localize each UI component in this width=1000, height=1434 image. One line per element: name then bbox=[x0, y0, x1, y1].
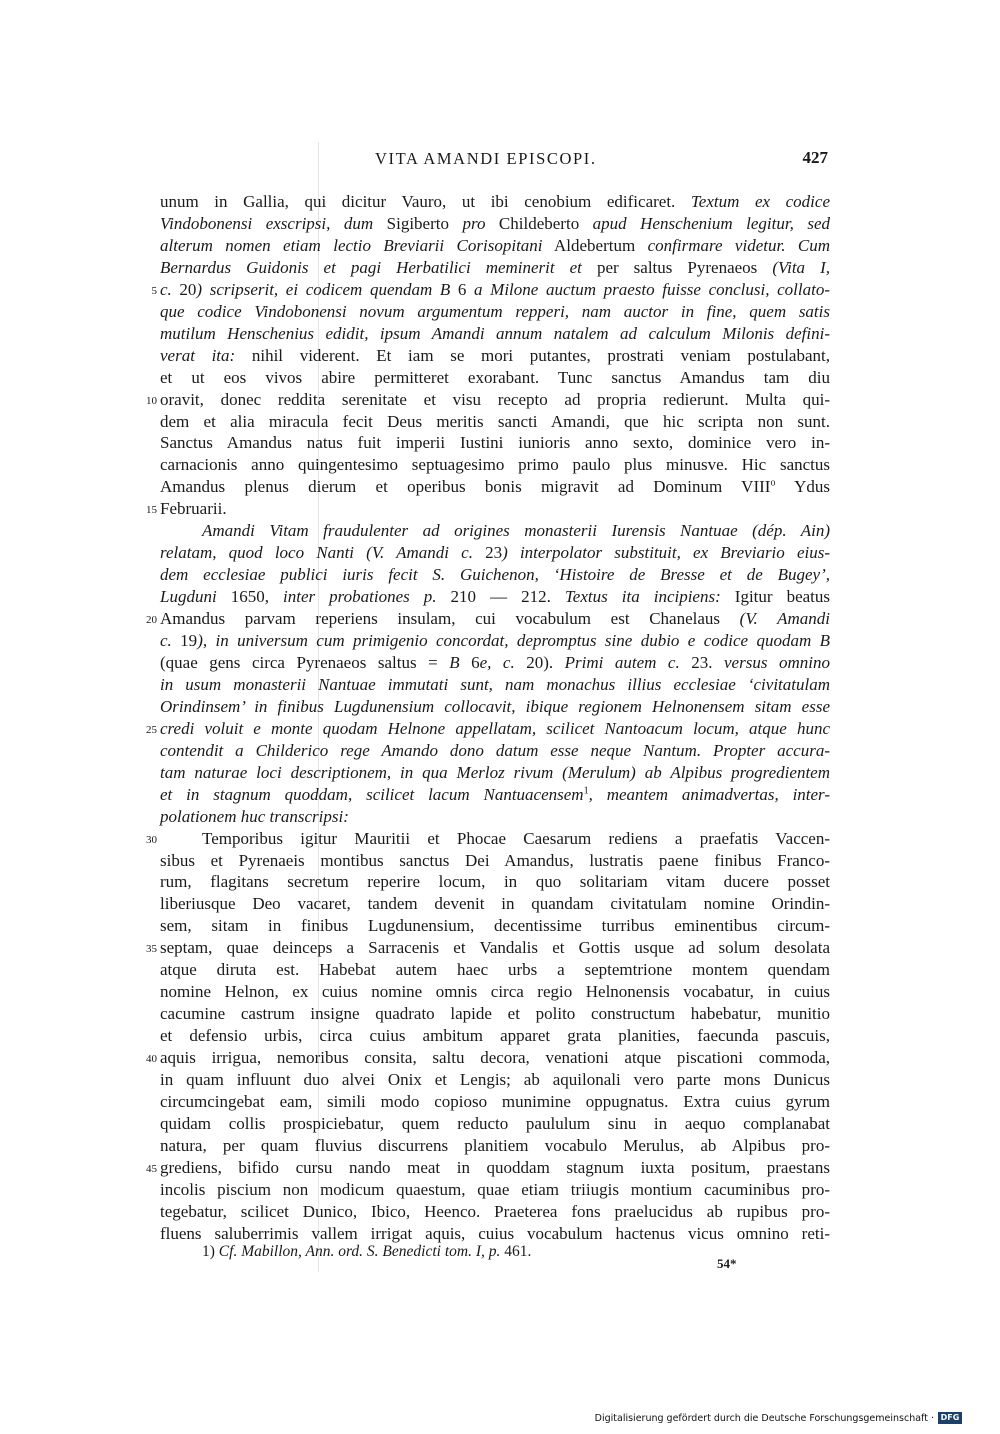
text-line: dem et alia miracula fecit Deus meritis sancti Amandi, que hic scripta non sunt. bbox=[160, 411, 830, 431]
footnote: 1) Cf. Mabillon, Ann. ord. S. Benedicti tom. I, p. 461. bbox=[202, 1243, 532, 1260]
text-line: Bernardus Guidonis et pagi Herbatilici meminerit et per saltus Pyrenaeos (Vita I, bbox=[160, 257, 830, 277]
page-number: 427 bbox=[802, 148, 828, 167]
text-line: in quam influunt duo alvei Onix et Lengis; ab aquilonali vero parte mons Dunicus bbox=[160, 1070, 830, 1089]
line-number: 25 bbox=[146, 723, 157, 736]
running-title: VITA AMANDI EPISCOPI. bbox=[375, 149, 597, 168]
text-line: Amandus plenus dierum et operibus bonis migravit ad Dominum VIII$^o$ Ydus bbox=[160, 477, 830, 497]
text-line: unum in Gallia, qui dicitur Vauro, ut ibi cenobium edificaret. Textum ex codice bbox=[160, 192, 831, 211]
text-line: c. 20) scripserit, ei codicem quendam B 6 a Milone auctum praesto fuisse conclusi, collato- bbox=[160, 279, 830, 299]
page-header bbox=[160, 149, 830, 173]
text-line: tegebatur, scilicet Dunico, Ibico, Heenco. Praeterea fons praelucidus ab rupibus pro- bbox=[160, 1201, 830, 1221]
line-number: 5 bbox=[151, 284, 157, 297]
text-line: Februarii. bbox=[160, 499, 227, 519]
text-line: verat ita: nihil viderent. Et iam se mori putantes, prostrati veniam postulabant, bbox=[160, 345, 830, 365]
text-line: Amandus parvam reperiens insulam, cui vocabulum est Chanelaus (V. Amandi bbox=[160, 609, 830, 629]
text-line: cacumine castrum insigne quadrato lapide et polito constructum habebatur, munitio bbox=[160, 1004, 830, 1024]
dfg-logo-text: DFG bbox=[940, 1413, 960, 1422]
line-number: 20 bbox=[146, 614, 157, 627]
text-line: carnacionis anno quingentesimo septuagesimo primo paulo plus minusve. Hic sanctus bbox=[160, 455, 830, 475]
text-line: Amandi Vitam fraudulenter ad origines monasterii Iurensis Nantuae (dép. Ain) bbox=[202, 521, 830, 541]
text-line: tam naturae loci descriptionem, in qua Merloz rivum (Merulum) ab Alpibus progredientem bbox=[160, 762, 830, 782]
line-number: 30 bbox=[146, 833, 157, 846]
text-line: Sanctus Amandus natus fuit imperii Iustini iunioris anno sexto, dominice vero in- bbox=[160, 433, 830, 453]
text-line: que codice Vindobonensi novum argumentum repperi, nam auctor in fine, quem satis bbox=[160, 301, 830, 321]
credit-text: Digitalisierung gefördert durch die Deutsche Forschungsgemeinschaft · bbox=[594, 1412, 934, 1424]
text-line: Orindinsem’ in finibus Lugdunensium collocavit, ibique regionem Helnonensem sitam esse bbox=[160, 696, 830, 716]
text-line: grediens, bifido cursu nando meat in quoddam stagnum iuxta positum, praestans bbox=[160, 1157, 830, 1177]
line-number: 10 bbox=[146, 394, 157, 407]
text-line: et in stagnum quoddam, scilicet lacum Nantuacensem$^1$, meantem animadvertas, inter- bbox=[160, 784, 830, 804]
line-number: 35 bbox=[146, 943, 157, 956]
text-line: aquis irrigua, nemoribus consita, saltu decora, venationi atque piscationi commoda, bbox=[160, 1048, 830, 1068]
text-line: (quae gens circa Pyrenaeos saltus = B 6e, c. 20). Primi autem c. 23. versus omnino bbox=[160, 652, 830, 672]
text-line: credi voluit e monte quodam Helnone appellatam, scilicet Nantoacum locum, atque hunc bbox=[160, 718, 830, 738]
text-line: mutilum Henschenius edidit, ipsum Amandi annum natalem ad calculum Milonis defini- bbox=[160, 323, 830, 343]
text-line: sem, sitam in finibus Lugdunensium, decentissime turribus eminentibus circum- bbox=[160, 916, 830, 936]
text-line: fluens saluberrimis vallem irrigat aquis, cuius vocabulum hactenus vicus omnino reti- bbox=[160, 1223, 830, 1243]
signature-mark: 54* bbox=[717, 1256, 737, 1271]
text-line: contendit a Childerico rege Amando dono datum esse neque Nantum. Propter accura- bbox=[160, 740, 830, 760]
text-line: et defensio urbis, circa cuius ambitum apparet grata planities, faecunda pascuis, bbox=[160, 1026, 830, 1046]
text-line: c. 19), in universum cum primigenio concordat, depromptus sine dubio e codice quodam B bbox=[160, 631, 830, 650]
text-line: liberiusque Deo vacaret, tandem devenit in quandam civitatulam nomine Orindin- bbox=[160, 894, 830, 914]
line-number: 15 bbox=[146, 504, 157, 517]
digitization-credit bbox=[595, 1410, 962, 1426]
text-line: natura, per quam fluvius discurrens planitiem vocabulo Merulus, ab Alpibus pro- bbox=[160, 1135, 830, 1155]
text-line: et ut eos vivos abire permitteret exorabant. Tunc sanctus Amandus tam diu bbox=[160, 367, 830, 387]
text-line: nomine Helnon, ex cuius nomine omnis circa regio Helnonensis vocabatur, in cuius bbox=[160, 982, 830, 1002]
text-line: alterum nomen etiam lectio Breviarii Corisopitani Aldebertum confirmare videtur. Cum bbox=[160, 235, 830, 255]
text-line: polationem huc transcripsi: bbox=[160, 806, 349, 826]
text-line: quidam collis prospiciebatur, quem reducto paululum sinu in aequo complanabat bbox=[160, 1113, 830, 1133]
text-line: sibus et Pyrenaeis montibus sanctus Dei Amandus, lustratis paene finibus Franco- bbox=[160, 850, 830, 870]
text-line: Vindobonensi exscripsi, dum Sigiberto pro Childeberto apud Henschenium legitur, sed bbox=[160, 213, 830, 233]
text-line: atque diruta est. Habebat autem haec urbs a septemtrione montem quendam bbox=[160, 960, 830, 980]
text-line: circumcingebat eam, simili modo copioso munimine oppugnatus. Extra cuius gyrum bbox=[160, 1091, 830, 1111]
text-line: rum, flagitans secretum reperire locum, in quo solitariam vitam ducere posset bbox=[160, 872, 830, 892]
text-line: septam, quae deinceps a Sarracenis et Vandalis et Gottis usque ad solum desolata bbox=[160, 938, 830, 958]
dfg-logo bbox=[938, 1412, 962, 1424]
text-line: incolis piscium non modicum quaestum, quae etiam triiugis montium cacuminibus pro- bbox=[160, 1179, 830, 1199]
text-line: dem ecclesiae publici iuris fecit S. Guichenon, ‘Histoire de Bresse et de Bugey’, bbox=[160, 565, 830, 585]
text-line: Temporibus igitur Mauritii et Phocae Caesarum rediens a praefatis Vaccen- bbox=[202, 828, 830, 848]
line-number: 45 bbox=[146, 1162, 157, 1175]
line-number: 40 bbox=[146, 1053, 157, 1066]
text-line: Lugduni 1650, inter probationes p. 210 — 212. Textus ita incipiens: Igitur beatus bbox=[160, 587, 831, 607]
text-line: relatam, quod loco Nanti (V. Amandi c. 23) interpolator substituit, ex Breviario eius- bbox=[160, 543, 830, 563]
text-line: in usum monasterii Nantuae immutati sunt, nam monachus illius ecclesiae ‘civitatulam bbox=[160, 674, 830, 694]
text-line: oravit, donec reddita serenitate et visu recepto ad propria redierunt. Multa qui- bbox=[160, 389, 830, 409]
